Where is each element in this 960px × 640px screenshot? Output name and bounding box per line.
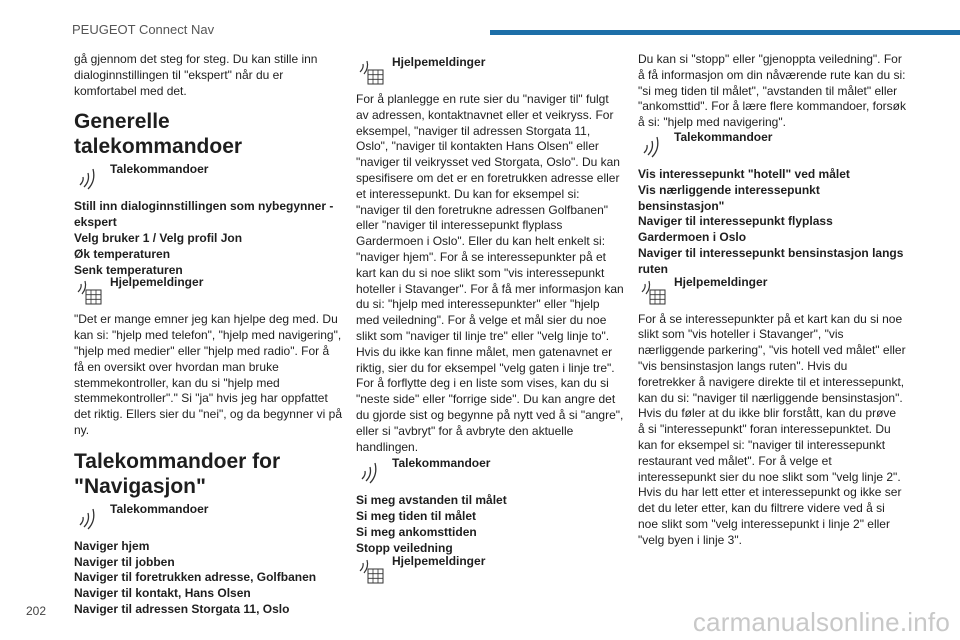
label-text: Hjelpemeldinger — [392, 55, 486, 69]
command-item: Naviger til kontakt, Hans Olsen — [74, 586, 251, 601]
command-item: Senk temperaturen — [74, 262, 183, 277]
voice-wave-icon — [638, 133, 668, 161]
intro-text: gå gjennom det steg for steg. Du kan stille inn dialoginnstillingen til "ekspert" når du er komfortabel med det. — [74, 52, 318, 98]
heading-navigation-commands: Talekommandoer for "Navigasjon" — [74, 449, 281, 498]
command-list-general — [74, 199, 342, 278]
help-text: For å planlegge en rute sier du "naviger til" fulgt av adressen, kontaktnavnet eller et veikryss. For eksempel, "naviger til adressen Storgata 11, Oslo", "naviger til kontakten Hans Olsen" eller "naviger til veikrysset ved Storgata, Oslo". Du kan spesifisere om det er en foretrukken adresse eller et interessepunkt. Du kan for eksempel si: "naviger til den foretrukne adressen Golfbanen" eller "naviger til interessepunkt flyplass Gardermoen i Oslo". Eller du kan helt enkelt si: "naviger hjem". For å se interessepunkter på et kart kan du si noe slikt som "vis interessepunkt hoteller i Stavanger". For å få mer informasjon kan du si: "hjelp med interessepunkter" eller "hjelp med veiledning". For å velge et mål sier du noe slikt som "naviger til linje tre" eller "velg linje to". Hvis du ikke kan finne målet, men gatenavnet er riktig, sier du for eksempel "velg gaten i linje tre". For å forflytte deg i en liste som vises, kan du si "neste side" eller "forrige side". Du kan angre det du gjorde sist og begynne på nytt ved å si "angre", eller si "avbryt" for å avbryte den aktuelle handlingen. — [356, 92, 624, 454]
command-item: Velg bruker 1 / Velg profil Jon — [74, 230, 243, 245]
label-text: Talekommandoer — [674, 129, 773, 144]
voice-commands-label — [74, 501, 342, 533]
command-list-poi — [638, 167, 906, 278]
help-text: For å se interessepunkter på et kart kan du si noe slikt som "vis hoteller i Stavanger", "vis nærliggende parkering", "vis hotell ved målet" eller "vis bensinstasjon langs ruten". Hvis du foretrekker å navigere direkte til et interessepunkt, kan du si: "naviger til nærliggende bensinstasjon". Hvis du føler at du ikke blir forstått, kan du prøve å si "interessepunkt" foran interessepunktet. Du kan for eksempel si: "naviger til interessepunkt restaurant ved målet". For å velge et interessepunkt sier du noe slikt som "velg linje 2". Hvis du har lett etter et interessepunkt og ikke ser det du leter etter, kan du filtrere videre ved å si noe slikt som "velg interessepunkt i linje 2" eller "velg byen i linje 3". — [638, 311, 906, 547]
help-grid-icon — [74, 278, 104, 306]
help-text: "Det er mange emner jeg kan hjelpe deg med. Du kan si: "hjelp med telefon", "hjelp med navigering", "hjelp med medier" eller "hjelp med radio". For å få en oversikt over hvordan man bruke stemmekontroller, kan du si "hjelp med stemmekontroller"." Si "ja" hvis jeg har oppfattet det riktig. Ellers sier du "nei", og da begynner vi på ny. — [74, 312, 342, 437]
command-item: Vis interessepunkt "hotell" ved målet — [638, 166, 850, 181]
command-item: Si meg ankomsttiden — [356, 524, 477, 539]
command-item: Øk temperaturen — [74, 246, 171, 261]
body-text: Du kan si "stopp" eller "gjenoppta veiledning". For å få informasjon om din nåværende rute kan du si: "si meg tiden til målet", "avstanden til målet" eller "ankomsttid". For å lære flere kommandoer, forsøk å si: "hjelp med navigering". — [638, 52, 906, 130]
voice-wave-icon — [74, 165, 104, 193]
help-grid-icon — [356, 58, 386, 86]
column-3 — [638, 52, 906, 549]
label-text: Talekommandoer — [110, 162, 209, 177]
heading-general-commands: Generelle talekommandoer — [74, 110, 243, 159]
help-grid-icon — [638, 278, 668, 306]
command-item: Naviger hjem — [74, 538, 150, 553]
label-text: Talekommandoer — [110, 501, 209, 516]
help-messages-label — [638, 274, 906, 306]
command-list-navigation — [74, 539, 342, 618]
label-text: Hjelpemeldinger — [674, 274, 768, 289]
command-item: Stopp veiledning — [356, 540, 453, 555]
command-item: Si meg avstanden til målet — [356, 493, 507, 508]
command-list-route — [356, 493, 624, 556]
command-item: Naviger til interessepunkt flyplass Gardermoen i Oslo — [638, 214, 833, 245]
help-messages-label — [356, 55, 624, 86]
command-item: Still inn dialoginnstillingen som nybegynner - ekspert — [74, 199, 334, 230]
label-text: Talekommandoer — [392, 456, 491, 471]
command-item: Naviger til interessepunkt bensinstasjon langs ruten — [638, 245, 904, 276]
command-item: Si meg tiden til målet — [356, 509, 477, 524]
help-messages-label — [74, 275, 342, 306]
watermark: carmanualsonline.info — [692, 607, 950, 637]
column-1 — [74, 52, 342, 618]
command-item: Naviger til adressen Storgata 11, Oslo — [74, 601, 290, 616]
command-item: Naviger til jobben — [74, 554, 175, 569]
page-number: 202 — [26, 604, 47, 618]
label-text: Hjelpemeldinger — [392, 553, 486, 568]
header-accent-bar — [490, 30, 960, 35]
voice-commands-label — [356, 456, 624, 487]
voice-commands-label — [74, 162, 342, 193]
command-item: Naviger til foretrukken adresse, Golfbanen — [74, 570, 317, 585]
voice-wave-icon — [356, 459, 386, 487]
voice-commands-label — [638, 129, 906, 161]
help-messages-label — [356, 553, 624, 585]
voice-wave-icon — [74, 505, 104, 533]
label-text: Hjelpemeldinger — [110, 275, 204, 290]
help-grid-icon — [356, 557, 386, 585]
header-title: PEUGEOT Connect Nav — [72, 22, 215, 37]
column-2 — [356, 52, 624, 591]
command-item: Vis nærliggende interessepunkt bensinstasjon" — [638, 182, 820, 213]
